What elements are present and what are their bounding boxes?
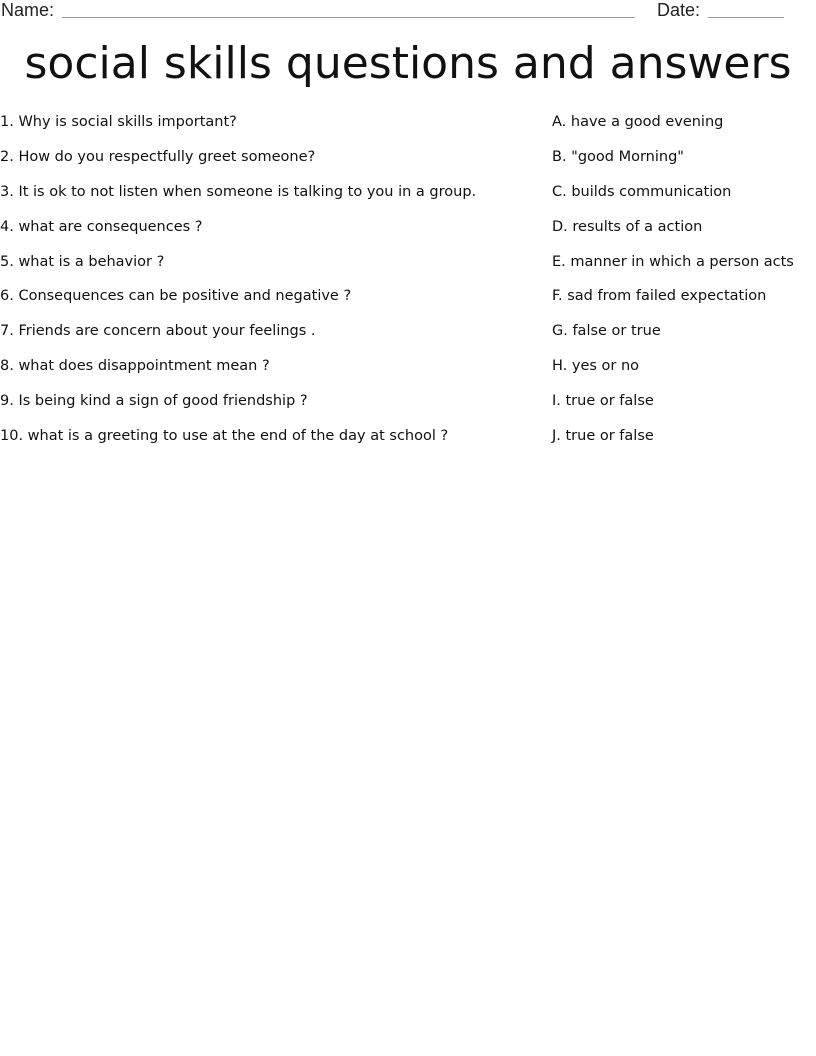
name-blank-line: [62, 17, 635, 18]
answer-item: C. builds communication: [552, 183, 732, 200]
question-item: 2. How do you respectfully greet someone?: [0, 148, 316, 165]
answer-item: G. false or true: [552, 323, 661, 340]
question-item: 5. what is a behavior ?: [0, 253, 165, 270]
question-item: 6. Consequences can be positive and negative ?: [0, 288, 352, 305]
worksheet-header: [0, 0, 816, 24]
page-title: social skills questions and answers: [24, 38, 792, 89]
answer-item: J. true or false: [552, 428, 654, 445]
answer-list: [552, 111, 814, 460]
name-label: Name:: [1, 0, 55, 20]
question-list: [0, 111, 540, 460]
question-item: 7. Friends are concern about your feelings .: [0, 323, 316, 340]
answer-item: E. manner in which a person acts: [552, 253, 794, 270]
question-item: 10. what is a greeting to use at the end of the day at school ?: [0, 428, 449, 445]
answer-item: F. sad from failed expectation: [552, 288, 767, 305]
question-item: 3. It is ok to not listen when someone is talking to you in a group.: [0, 183, 477, 200]
question-item: 9. Is being kind a sign of good friendship ?: [0, 393, 308, 410]
answer-item: D. results of a action: [552, 218, 703, 235]
question-item: 4. what are consequences ?: [0, 218, 203, 235]
answer-item: B. "good Morning": [552, 148, 684, 165]
question-item: 8. what does disappointment mean ?: [0, 358, 270, 375]
date-label: Date:: [657, 0, 701, 20]
answer-item: I. true or false: [552, 393, 654, 410]
answer-item: H. yes or no: [552, 358, 640, 375]
answer-item: A. have a good evening: [552, 114, 724, 130]
question-item: 1. Why is social skills important?: [0, 114, 237, 130]
date-blank-line: [708, 17, 784, 18]
